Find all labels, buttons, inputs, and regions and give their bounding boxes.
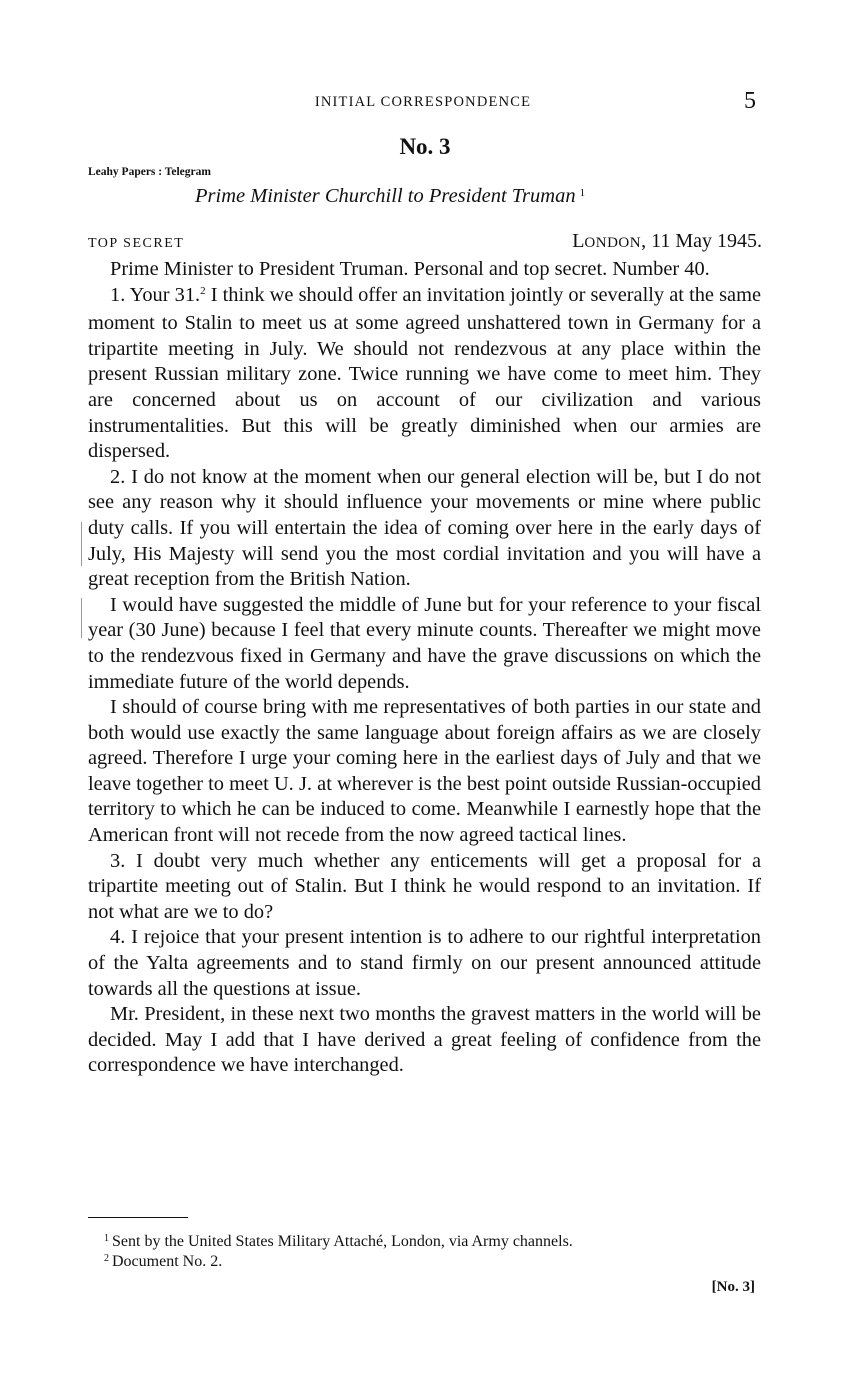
paragraph: Prime Minister to President Truman. Personal and top secret. Number 40. [110, 258, 710, 280]
heading-footnote-ref: 1 [579, 187, 586, 199]
margin-mark [81, 522, 82, 566]
margin-mark [81, 598, 82, 638]
catchword: [No. 3] [711, 1279, 755, 1295]
footnote-rule [88, 1217, 188, 1218]
dateline-date: , 11 May 1945. [641, 230, 762, 252]
footnote-text: Sent by the United States Military Attaché, London, via Army channels. [112, 1233, 573, 1250]
paragraph-lead: 1. Your 31. [110, 283, 201, 306]
paragraph: Mr. President, in these next two months the gravest matters in the world will be decided. May I add that I have derived a great feeling of confidence from the correspondence we have interchanged. [88, 1003, 761, 1077]
heading-text: Prime Minister Churchill to President Truman [195, 185, 576, 207]
paragraph-text: I think we should offer an invitation jointly or severally at the same moment to Stalin to meet us at some agreed unshattered town in Germany for a tripartite meeting in July. We should not rendezvous at any place within the present Russian military zone. Twice running we have come to meet him. They are concerned about us on account of our civilization and various instrumentalities. But this will be greatly diminished when our armies are dispersed. [88, 283, 761, 463]
footnote-ref: 2 [200, 284, 206, 297]
classification-label: TOP SECRET [88, 236, 185, 251]
source-line: Leahy Papers : Telegram [88, 166, 211, 178]
running-head-title: INITIAL CORRESPONDENCE [314, 94, 532, 110]
running-head [0, 88, 850, 116]
footnote-mark: 2 [104, 1253, 109, 1264]
dateline-city: LONDON [572, 230, 642, 252]
footnote-1 [104, 1233, 573, 1253]
footnote-mark: 1 [104, 1233, 109, 1244]
document-number: No. 3 [399, 134, 451, 159]
paragraph: I would have suggested the middle of June but for your reference to your fiscal year (30 June) because I feel that every minute counts. Thereafter we might move to the rendezvous fixed in Germany and have the grave discussions on which the immediate future of the world depends. [88, 593, 761, 693]
paragraph: 3. I doubt very much whether any enticements will get a proposal for a tripartite meeting out of Stalin. But I think he would respond to an invitation. If not what are we to do? [88, 849, 761, 923]
footnotes [104, 1233, 573, 1273]
paragraph [88, 283, 761, 465]
paragraph: I should of course bring with me representatives of both parties in our state and both would use exactly the same language about foreign affairs as we are closely agreed. Therefore I urge your coming here in the earliest days of July and that we leave together to meet U. J. at wherever is the best point outside Russian-occupied territory to which he can be induced to come. Meanwhile I earnestly hope that the American front will not recede from the now agreed tactical lines. [88, 696, 761, 847]
letter-body [88, 257, 761, 1079]
footnote-2 [104, 1253, 573, 1273]
document-heading [195, 185, 585, 208]
page-number: 5 [744, 88, 756, 114]
paragraph: 2. I do not know at the moment when our general election will be, but I do not see any reason why it should influence your movements or mine where public duty calls. If you will entertain the idea of coming over here in the early days of July, His Majesty will send you the most cordial invitation and you will have a great reception from the British Nation. [88, 465, 761, 591]
dateline [572, 230, 762, 253]
footnote-text: Document No. 2. [112, 1253, 223, 1270]
paragraph: 4. I rejoice that your present intention is to adhere to our rightful interpretation of the Yalta agreements and to stand firmly on our present announced attitude towards all the questions at issue. [88, 926, 761, 1000]
